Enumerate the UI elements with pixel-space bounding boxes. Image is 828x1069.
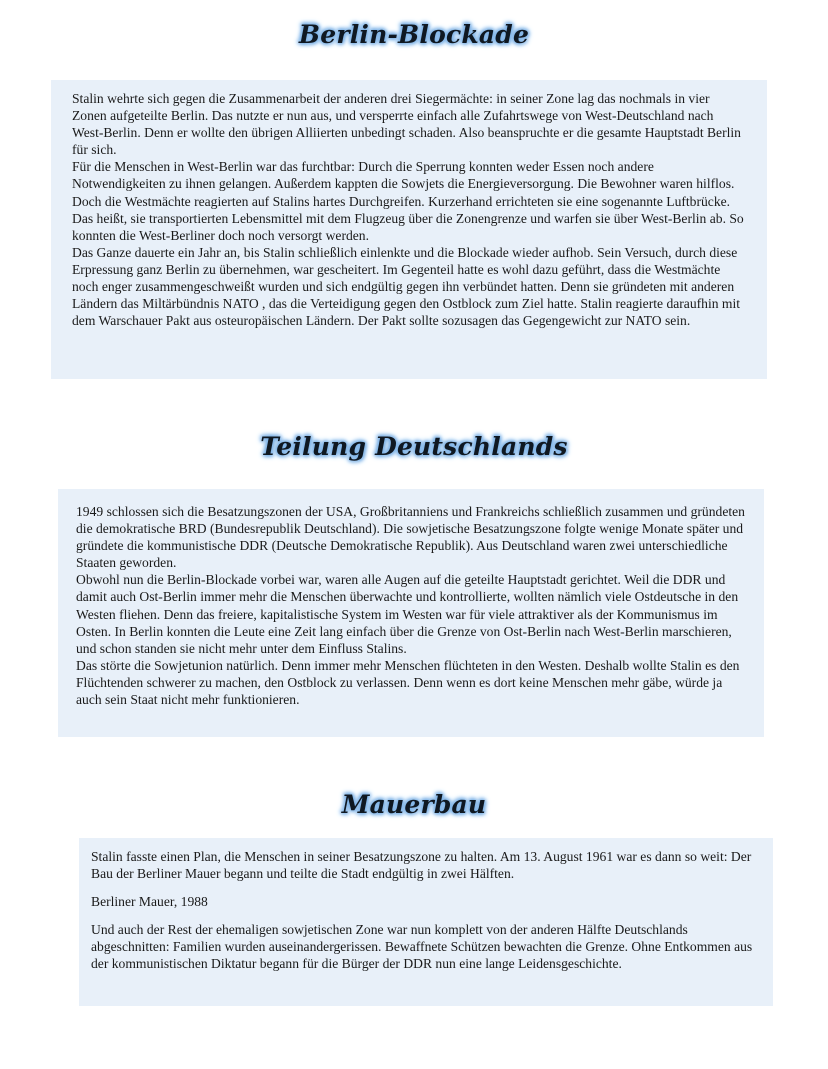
paragraph: Obwohl nun die Berlin-Blockade vorbei war, waren alle Augen auf die geteilte Hauptstadt gerichtet. Weil die DDR und damit auch Ost-Berlin immer mehr die Menschen überwachte und kontrollierte, wollten nämlich viele Ostdeutsche in den Westen fliehen. Denn das freiere, kapitalistische System im Westen war für viele attraktiver als der Kommunismus im Osten. In Berlin konnten die Leute eine Zeit lang einfach über die Grenze von Ost-Berlin nach West-Berlin marschieren, und schon standen sie nicht mehr unter dem Einfluss Stalins. [76,572,739,656]
heading-teilung-deutschlands: Teilung Deutschlands [260,432,568,461]
image-caption: Berliner Mauer, 1988 [91,894,208,910]
paragraph: Stalin wehrte sich gegen die Zusammenarbeit der anderen drei Siegermächte: in seiner Zone lag das nochmals in vier Zonen aufgeteilte Berlin. Das nutzte er nun aus, und versperrte einfach alle Zufahrtswege von West-Deutschland nach West-Berlin. Denn er wollte den übrigen Alliierten unbedingt schaden. Also beanspruchte er die gesamte Hauptstadt Berlin für sich. [72,91,741,158]
heading-mauerbau: Mauerbau [341,790,487,819]
paragraph: Doch die Westmächte reagierten auf Stalins hartes Durchgreifen. Kurzerhand errichteten sie eine sogenannte Luftbrücke. Das heißt, sie transportierten Lebensmittel mit dem Flugzeug über die Zonengrenze und warfen sie über West-Berlin ab. So konnten die West-Berliner doch noch versorgt werden. [72,193,744,243]
heading-berlin-blockade: Berlin-Blockade [298,20,530,49]
paragraph: Das störte die Sowjetunion natürlich. Denn immer mehr Menschen flüchteten in den Westen. Deshalb wollte Stalin es den Flüchtenden schwerer zu machen, den Ostblock zu verlassen. Denn wenn es dort keine Menschen mehr gäbe, würde ja auch sein Staat nicht mehr funktionieren. [76,657,740,708]
paragraph: 1949 schlossen sich die Besatzungszonen der USA, Großbritanniens und Frankreichs schließlich zusammen und gründeten die demokratische BRD (Bundesrepublik Deutschland). Die sowjetische Besatzungszone folgte wenige Monate später und gründete die kommunistische DDR (Deutsche Demokratische Republik). Aus Deutschland waren zwei unterschiedliche Staaten geworden. [76,504,745,571]
section-mauerbau [79,838,773,1006]
paragraph: Das Ganze dauerte ein Jahr an, bis Stalin schließlich einlenkte und die Blockade wieder aufhob. Sein Versuch, durch diese Erpressung ganz Berlin zu übernehmen, war gescheitert. Im Gegenteil hatte es wohl dazu geführt, dass die Westmächte noch enger zusammengeschweißt wurden und sich endgültig gegen ihn verbündet hatten. Denn sie gründeten mit anderen Ländern das Miltärbündnis NATO , das die Verteidigung gegen den Ostblock zum Ziel hatte. Stalin reagierte daraufhin mit dem Warschauer Pakt aus osteuropäischen Ländern. Der Pakt sollte sozusagen das Gegengewicht zur NATO sein. [72,244,741,329]
paragraph: Und auch der Rest der ehemaligen sowjetischen Zone war nun komplett von der anderen Hälfte Deutschlands abgeschnitten: Familien wurden auseinandergerissen. Bewaffnete Schützen bewachten die Grenze. Ohne Entkommen aus der kommunistischen Diktatur begann für die Bürger der DDR nun eine lange Leidensgeschichte. [91,922,753,972]
paragraph: Für die Menschen in West-Berlin war das furchtbar: Durch die Sperrung konnten weder Essen noch andere Notwendigkeiten zu ihnen gelangen. Außerdem kappten die Sowjets die Energieversorgung. Die Bewohner waren hilflos. [72,159,735,192]
section-teilung-deutschlands [58,489,764,737]
section-berlin-blockade [51,80,767,379]
paragraph: Stalin fasste einen Plan, die Menschen in seiner Besatzungszone zu halten. Am 13. August 1961 war es dann so weit: Der Bau der Berliner Mauer begann und teilte die Stadt endgültig in zwei Hälften. [91,849,752,882]
